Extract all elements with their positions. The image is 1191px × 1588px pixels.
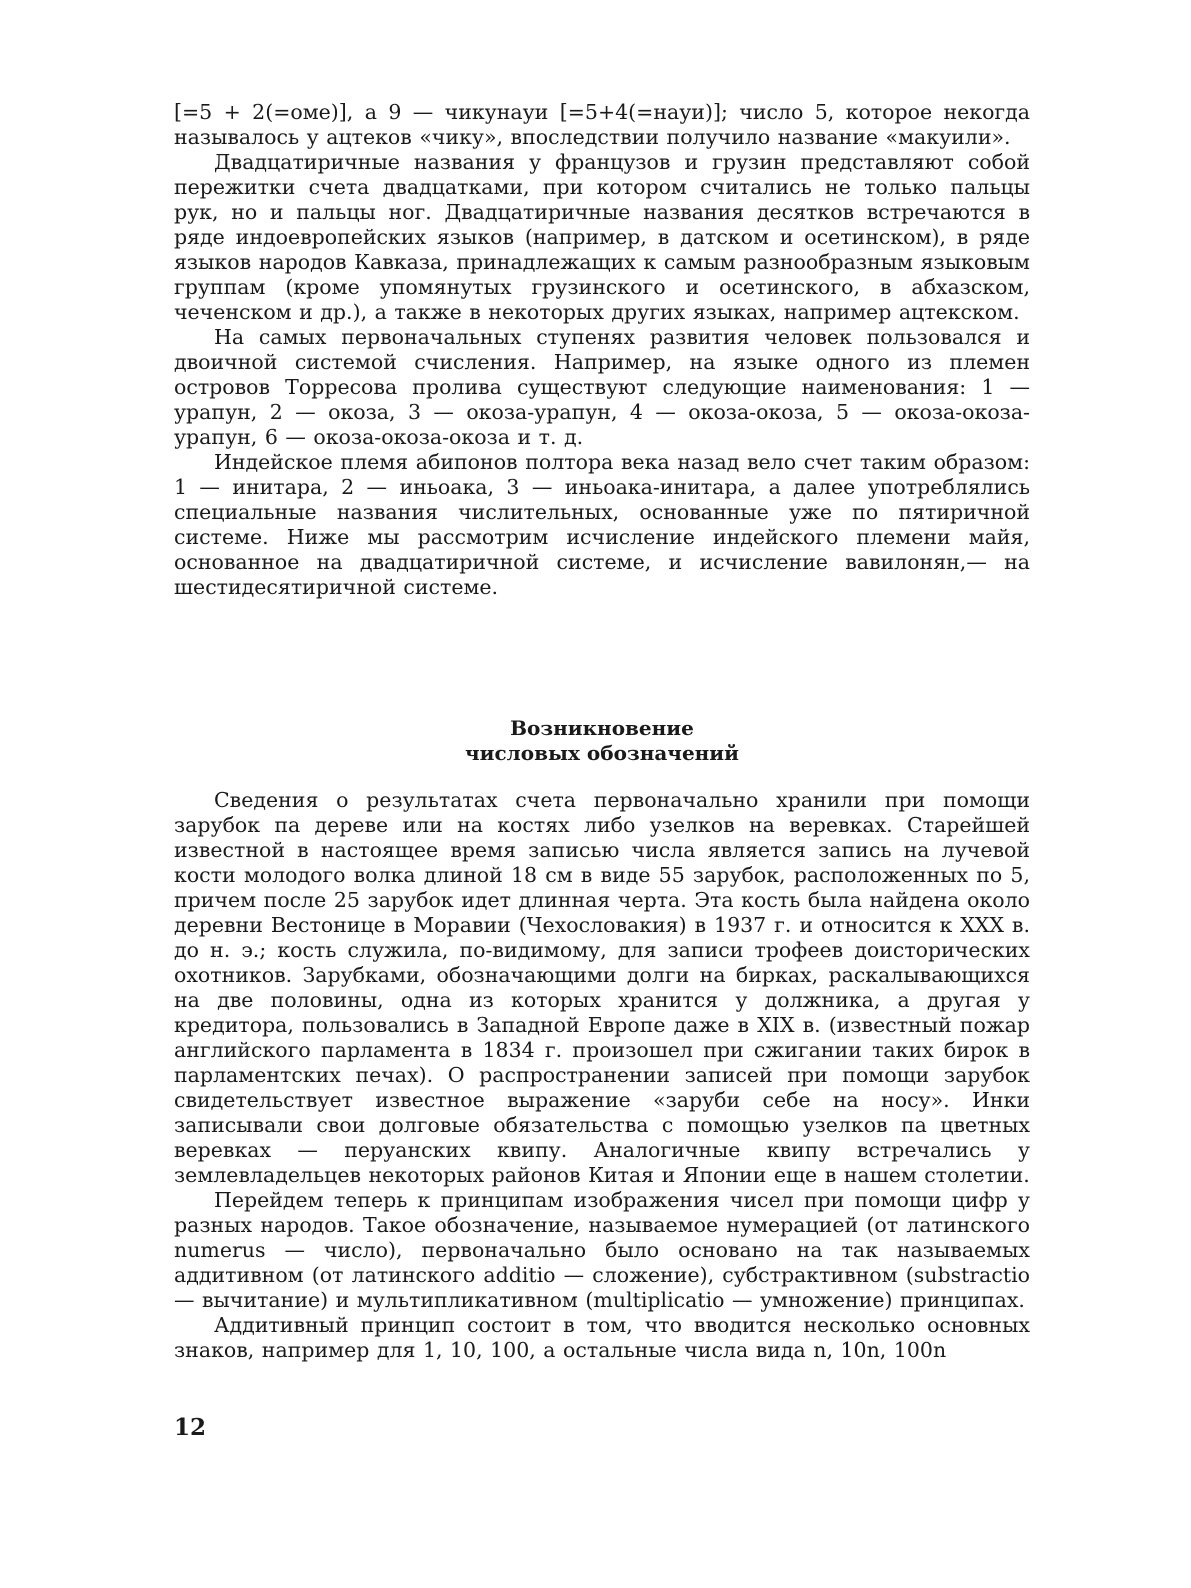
section-after-heading xyxy=(174,788,1030,1363)
page-number: 12 xyxy=(174,1414,207,1441)
paragraph: [=5 + 2(=оме)], а 9 — чикунауи [=5+4(=науи)]; число 5, которое некогда называлось у ацтеков «чику», впоследствии получило название «макуили». xyxy=(174,100,1030,149)
section-heading-line1: Возникновение xyxy=(510,716,694,740)
paragraph: Индейское племя абипонов полтора века назад вело счет таким образом: 1 — инитара, 2 — иньоака, 3 — иньоака-инитара, а далее употреблялись специальные названия числительных, основанные уже по пятиричной системе. Ниже мы рассмотрим исчисление индейского племени майя, основанное на двадцатиричной системе, и исчисление вавилонян,— на шестидесятиричной системе. xyxy=(174,450,1030,599)
page-body xyxy=(174,100,1030,1362)
paragraph: На самых первоначальных ступенях развития человек пользовался и двоичной системой счисления. Например, на языке одного из племен островов Торресова пролива существуют следующие наименования: 1 — урапун, 2 — окоза, 3 — окоза-урапун, 4 — окоза-окоза, 5 — окоза-окоза-урапун, 6 — окоза-окоза-окоза и т. д. xyxy=(174,325,1030,449)
paragraph: Аддитивный принцип состоит в том, что вводится несколько основных знаков, например для 1, 10, 100, а остальные числа вида n, 10n, 100n xyxy=(174,1313,1030,1362)
section-before-heading xyxy=(174,100,1030,600)
paragraph: Сведения о результатах счета первоначально хранили при помощи зарубок па дереве или на костях либо узелков на веревках. Старейшей известной в настоящее время записью числа является запись на лучевой кости молодого волка длиной 18 см в виде 55 зарубок, расположенных по 5, причем после 25 зарубок идет длинная черта. Эта кость была найдена около деревни Вестонице в Моравии (Чехословакия) в 1937 г. и относится к XXX в. до н. э.; кость служила, по-видимому, для записи трофеев доисторических охотников. Зарубками, обозначающими долги на бирках, раскалывающихся на две половины, одна из которых хранится у должника, а другая у кредитора, пользовались в Западной Европе даже в XIX в. (известный пожар английского парламента в 1834 г. произошел при сжигании таких бирок в парламентских печах). О распространении записей при помощи зарубок свидетельствует известное выражение «заруби себе на носу». Инки записывали свои долговые обязательства с помощью узелков па цветных веревках — перуанских квипу. Аналогичные квипу встречались у землевладельцев некоторых районов Китая и Японии еще в нашем столетии. xyxy=(174,788,1030,1187)
paragraph: Двадцатиричные названия у французов и грузин представляют собой пережитки счета двадцатками, при котором считались не только пальцы рук, но и пальцы ног. Двадцатиричные названия десятков встречаются в ряде индоевропейских языков (например, в датском и осетинском), в ряде языков народов Кавказа, принадлежащих к самым разнообразным языковым группам (кроме упомянутых грузинского и осетинского, в абхазском, чеченском и др.), а также в некоторых других языках, например ацтекском. xyxy=(174,150,1030,324)
section-heading-line2: числовых обозначений xyxy=(465,741,739,765)
paragraph: Перейдем теперь к принципам изображения чисел при помощи цифр у разных народов. Такое обозначение, называемое нумерацией (от латинского numerus — число), первоначально было основано на так называемых аддитивном (от латинского additio — сложение), субстрактивном (substractio — вычитание) и мультипликативном (multiplicatio — умножение) принципах. xyxy=(174,1188,1030,1312)
section-heading xyxy=(174,716,1030,766)
